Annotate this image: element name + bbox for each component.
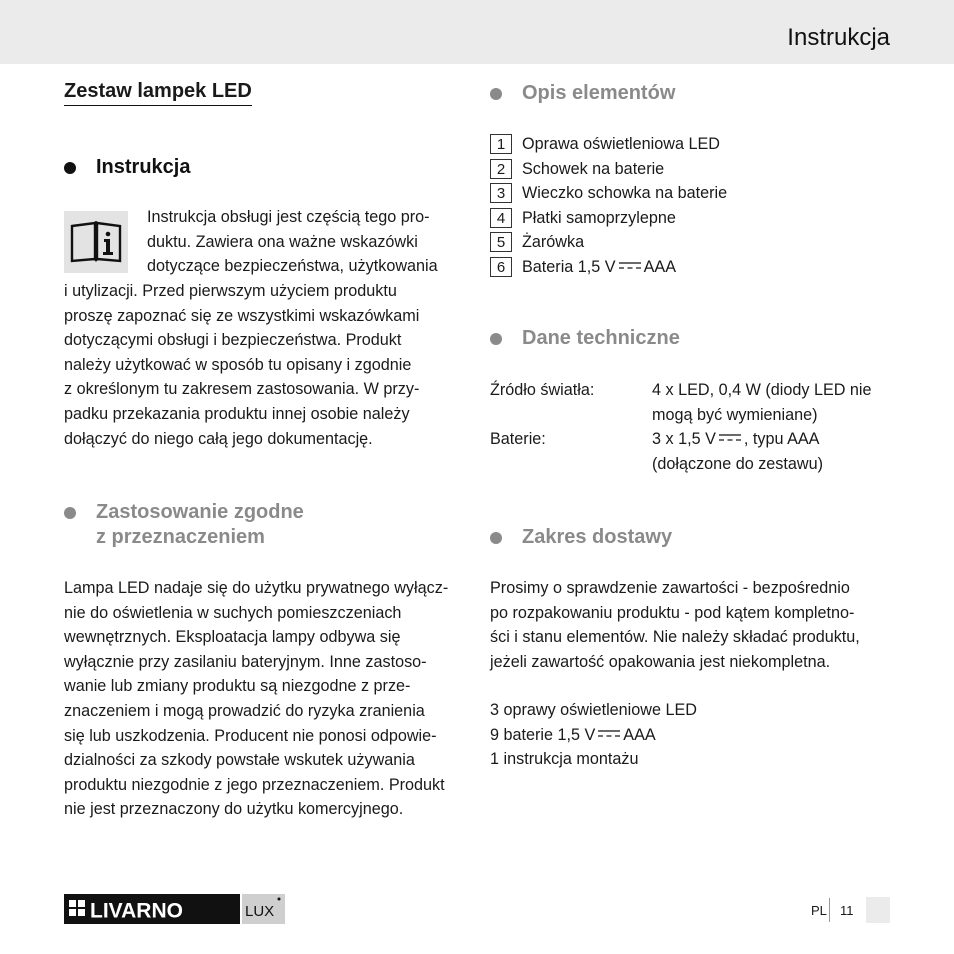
text-line: dotyczące bezpieczeństwa, użytkowania — [147, 257, 438, 276]
text-line: produktu niezgodnie z jego przeznaczeniem. Produkt — [64, 775, 445, 794]
part-number: 1 — [490, 134, 512, 154]
document-title: Zestaw lampek LED — [64, 80, 252, 106]
spec-key: Baterie: — [490, 430, 546, 448]
text-line: się lub uszkodzenia. Producent nie ponosi odpowie- — [64, 726, 437, 745]
part-number: 4 — [490, 208, 512, 228]
text-line: nie jest przeznaczony do użytku komercyjnego. — [64, 800, 404, 819]
part-label: Schowek na baterie — [522, 159, 665, 178]
spec-value: 3 x 1,5 V , typu AAA — [652, 430, 820, 448]
bullet-icon — [64, 162, 76, 174]
livarno-lux-logo — [64, 894, 285, 924]
part-number: 2 — [490, 159, 512, 179]
brand-sub: LUX — [245, 903, 275, 920]
text-line: wewnętrznych. Eksploatacja lampy odbywa się — [64, 628, 401, 647]
text-line: Lampa LED nadaje się do użytku prywatnego wyłącz- — [64, 579, 449, 597]
brand-name: LIVARNO — [90, 899, 183, 923]
part-number: 3 — [490, 183, 512, 203]
text-line: znaczeniem i mogą prowadzić do ryzyka zranienia — [64, 701, 425, 720]
delivery-list — [490, 698, 697, 772]
text-line: duktu. Zawiera ona ważne wskazówki — [147, 232, 418, 251]
spec-key: Źródło światła: — [490, 381, 595, 399]
text-line: jeżeli zawartość opakowania jest niekompletna. — [490, 652, 831, 671]
delivery-item: 9 baterie 1,5 V AAA — [490, 725, 656, 744]
bullet-icon — [64, 507, 76, 519]
spec-value: mogą być wymieniane) — [652, 405, 818, 424]
delivery-item: 1 instrukcja montażu — [490, 750, 639, 769]
dc-symbol-icon — [598, 729, 620, 738]
spec-value: (dołączone do zestawu) — [652, 454, 823, 473]
spec-value: 4 x LED, 0,4 W (diody LED nie — [652, 381, 872, 399]
page-language: PL — [811, 903, 827, 918]
delivery-item: 3 oprawy oświetleniowe LED — [490, 701, 697, 719]
dc-symbol-icon — [619, 261, 641, 270]
text-line: wanie lub zmiany produktu są niezgodne z prze- — [64, 677, 411, 696]
part-label: Wieczko schowka na baterie — [522, 184, 728, 203]
zastosowanie-body — [64, 576, 448, 822]
text-line: proszę zapoznać się ze wszystkimi wskazówkami — [64, 306, 420, 325]
text-line: po rozpakowaniu produktu - pod kątem kompletno- — [490, 603, 855, 622]
bullet-icon — [490, 88, 502, 100]
zakres-body — [490, 576, 860, 674]
part-number: 5 — [490, 232, 512, 252]
page-corner-tab — [866, 897, 890, 923]
part-label: Płatki samoprzylepne — [522, 208, 676, 227]
page-number: 11 — [840, 903, 854, 918]
part-label: Oprawa oświetleniowa LED — [522, 135, 720, 153]
page-header-title: Instrukcja — [787, 24, 890, 51]
text-line: dotyczącymi obsługi i bezpieczeństwa. Produkt — [64, 331, 402, 350]
text-line: ści i stanu elementów. Nie należy składać produktu, — [490, 628, 860, 647]
text-line: należy użytkować w sposób tu opisany i zgodnie — [64, 355, 412, 374]
text-line: dołączyć do niego całą jego dokumentację. — [64, 429, 373, 448]
dc-symbol-icon — [719, 433, 741, 442]
text-line: i utylizacji. Przed pierwszym użyciem produktu — [64, 282, 397, 300]
text-line: dzialności za szkody powstałe wskutek używania — [64, 751, 415, 770]
text-line: nie do oświetlenia w suchych pomieszczeniach — [64, 603, 402, 622]
part-number: 6 — [490, 257, 512, 277]
bullet-icon — [490, 532, 502, 544]
text-line: wyłącznie przy zasilaniu bateryjnym. Inne zastoso- — [64, 652, 427, 671]
footer-divider — [829, 898, 830, 922]
instrukcja-intro — [147, 205, 438, 279]
bullet-icon — [490, 333, 502, 345]
text-line: Instrukcja obsługi jest częścią tego pro- — [147, 208, 430, 226]
text-line: z określonym tu zakresem zastosowania. W przy- — [64, 380, 420, 399]
instrukcja-body — [64, 279, 419, 451]
part-label: Bateria 1,5 V AAA — [522, 257, 676, 276]
part-label: Żarówka — [522, 233, 585, 252]
text-line: padku przekazania produktu innej osobie należy — [64, 404, 410, 423]
text-line: Prosimy o sprawdzenie zawartości - bezpośrednio — [490, 579, 850, 597]
book-info-icon — [64, 211, 128, 273]
